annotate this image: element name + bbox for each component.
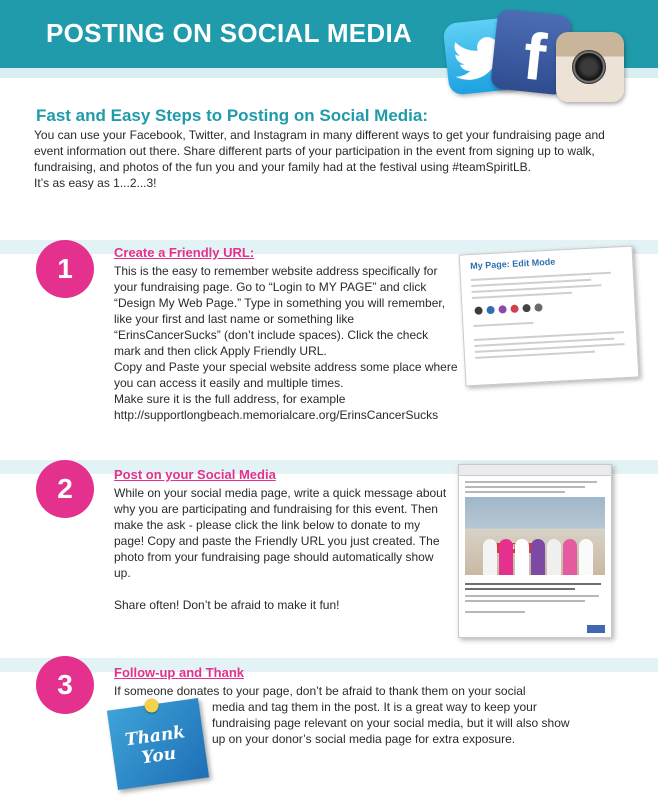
intro-text [34,127,614,191]
thank-you-note [107,698,209,790]
step-3-band-top [0,658,658,672]
step-1-paragraph: This is the easy to remember website address specifically for your fundraising page. Go to “Login to MY PAGE” and click “Design My Web Page.” Type in something you will remember, like your first and last name or something like “ErinsCancerSucks” (don’t include spaces). Click the check mark and then click Apply Friendly URL. [114,264,446,358]
thank-you-text [124,722,189,770]
my-page-screenshot [459,246,640,387]
step-1-paragraph: Make sure it is the full address, for example http://supportlongbeach.memorialcare.org/ErinsCancerSucks [114,392,439,422]
step-2-heading: Post on your Social Media [114,467,276,482]
post-button-mock [587,625,605,633]
event-photo [465,497,605,575]
section-heading: Fast and Easy Steps to Posting on Social Media: [36,106,429,125]
page-title: POSTING ON SOCIAL MEDIA [46,18,413,48]
step-2-body [114,485,448,613]
thank-you-line-2: You [140,743,178,769]
step-3-heading: Follow-up and Thank [114,665,244,680]
intro-paragraph: You can use your Facebook, Twitter, and Instagram in many different ways to get your fundraising page and event information out there. Share different parts of your participation in the event from signing up to walk, fundraising, and photos of the fun you and your family had at the festival using #teamSpiritLB. [34,128,605,174]
step-1-heading: Create a Friendly URL: [114,245,255,260]
facebook-icon: f [490,8,572,95]
step-2-number: 2 [36,460,94,518]
step-2-paragraph: Share often! Don’t be afraid to make it fun! [114,598,340,612]
social-post-screenshot [458,464,612,638]
social-icons [438,6,648,114]
step-1-body [114,263,458,423]
screenshot-title: My Page: Edit Mode [470,256,556,272]
instagram-icon [556,32,624,102]
intro-easy-line: It’s as easy as 1...2...3! [34,176,157,190]
step-2-paragraph: While on your social media page, write a quick message about why you are participating and fundraising for this event. Then make the ask - please click the link below to donate to my page! Copy and paste the Friendly URL you just created. The photo from your fundraising page should automatically show up. [114,486,447,580]
step-1-paragraph: Copy and Paste your special website address some place where you can access it easily and multiple times. [114,360,458,390]
step-1-number: 1 [36,240,94,298]
step-3-number: 3 [36,656,94,714]
step-3-paragraph: If someone donates to your page, don’t be afraid to thank them on your social media and tag them in the post. It is a great way to keep your fundraising page relevant on your social media, but it will also show up on your donor’s social media page for extra exposure. [114,684,570,746]
thank-you-line-1: Thank [123,722,187,751]
